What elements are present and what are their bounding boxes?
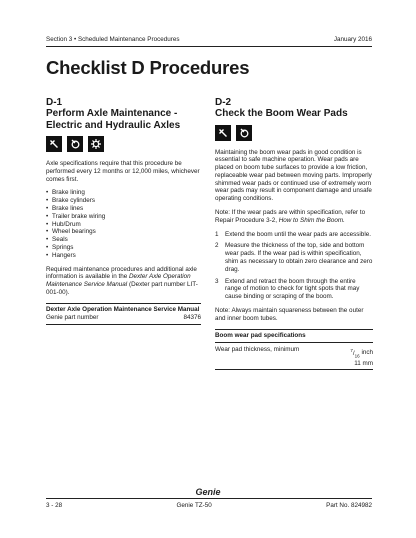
list-item: • Hub/Drum	[46, 221, 201, 229]
spec-table	[215, 329, 373, 371]
procedure-intro: Axle specifications require that this procedure be performed every 12 months or 12,000 miles, whichever comes first.	[46, 160, 200, 183]
gear-icon	[88, 136, 104, 152]
step-item: 3 Extend and retract the boom through the entire range of motion to check for tight spots that may cause binding or scraping of the boom.	[215, 277, 360, 301]
inspection-list	[46, 189, 201, 259]
wrench-icon	[46, 136, 62, 152]
page-header	[46, 36, 372, 43]
procedure-d2	[215, 97, 373, 370]
reference-value: 84376	[183, 313, 201, 321]
procedure-d1	[46, 97, 201, 325]
spec-row	[215, 343, 373, 370]
model-name: Genie TZ-50	[176, 502, 212, 509]
header-section: Section 3 • Scheduled Maintenance Procedures	[46, 36, 180, 43]
step-item: 2 Measure the thickness of the top, side and bottom wear pads. If the wear pad is within specification, shim as necessary to obtain zero clearance and zero drag.	[215, 242, 373, 273]
list-item: • Trailer brake wiring	[46, 213, 201, 221]
page-footer	[46, 498, 372, 509]
reference-title: Dexter Axle Operation Maintenance Service Manual	[46, 305, 200, 313]
wrench-icon	[215, 125, 231, 141]
procedure-id: D-1	[46, 97, 63, 108]
squareness-note: Note: Always maintain squareness between the outer and inner boom tubes.	[215, 307, 364, 322]
hand-tool-icon	[67, 136, 83, 152]
header-date: January 2016	[333, 36, 372, 43]
list-item: • Brake cylinders	[46, 197, 201, 205]
step-list	[215, 231, 373, 301]
procedure-intro: Maintaining the boom wear pads in good condition is essential to safe machine operation. Wear pads are placed on boom tube surfaces to provide a low friction, replaceable wear pad between moving parts. Improperly shimmed wear pads or continued use of extremely worn wear pads may result in component damage and unsafe operating conditions.	[215, 148, 372, 203]
list-item: • Springs	[46, 244, 201, 252]
procedure-title: Check the Boom Wear Pads	[215, 108, 348, 119]
list-item: • Hangers	[46, 252, 201, 260]
spec-value: $^7/_{16}$ inch 11 mm	[350, 347, 373, 367]
page-number: 3 - 28	[46, 502, 63, 509]
page-title: Checklist D Procedures	[46, 57, 250, 78]
step-item: 1 Extend the boom until the wear pads are accessible.	[215, 230, 371, 238]
list-item: • Brake lines	[46, 205, 201, 213]
list-item: • Wheel bearings	[46, 228, 201, 236]
procedure-title: Perform Axle Maintenance - Electric and Hydraulic Axles	[46, 108, 181, 131]
shim-note: Note: If the wear pads are within specification, refer to Repair Procedure 3-2, How to Shim the Boom.	[215, 209, 366, 224]
spec-label: Wear pad thickness, minimum	[215, 346, 300, 354]
header-rule	[46, 46, 372, 47]
part-number: Part No. 824982	[326, 502, 372, 509]
reference-table	[46, 303, 201, 326]
reference-label: Genie part number	[46, 313, 99, 321]
list-item: • Brake lining	[46, 189, 201, 197]
reference-row	[46, 314, 201, 322]
hand-tool-icon	[236, 125, 252, 141]
manual-note: Required maintenance procedures and additional axle information is available in the Dexter Axle Operation Maintenance Service Manual (Dexter part number LIT-001-00).	[46, 265, 198, 296]
tool-icons	[46, 136, 201, 152]
tool-icons	[215, 125, 373, 141]
spec-title: Boom wear pad specifications	[215, 330, 373, 344]
list-item: • Seals	[46, 236, 201, 244]
procedure-id: D-2	[215, 97, 232, 108]
genie-logo: Genie	[195, 487, 221, 497]
